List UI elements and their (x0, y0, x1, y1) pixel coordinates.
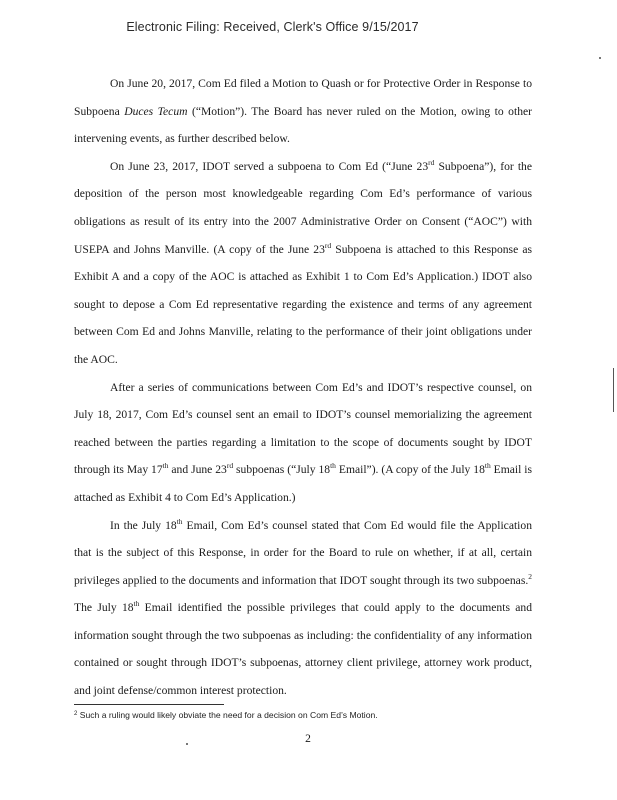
footnote-divider (74, 704, 224, 705)
paragraph-motion-to-quash: On June 20, 2017, Com Ed filed a Motion to Quash or for Protective Order in Response to Subpoena Duces Tecum (“Motion”). The Board has never ruled on the Motion, owing to other intervening events, as further described below. (74, 77, 532, 146)
paragraph-july-18-email: After a series of communications between Com Ed’s and IDOT’s respective counsel, on July 18, 2017, Com Ed’s counsel sent an email to IDOT’s counsel memorializing the agreement reached between the parties regarding a limitation to the scope of documents sought by IDOT through its May 17th and June 23rd subpoenas (“July 18th Email”). (A copy of the July 18th Email is attached as Exhibit 4 to Com Ed’s Application.) (74, 380, 532, 504)
footnote (74, 710, 534, 720)
paragraph-june-23-subpoena: On June 23, 2017, IDOT served a subpoena to Com Ed (“June 23rd Subpoena”), for the deposition of the person most knowledgeable regarding Com Ed’s performance of various obligations as result of its entry into the 2007 Administrative Order on Consent (“AOC”) with USEPA and Johns Manville. (A copy of the June 23rd Subpoena is attached to this Response as Exhibit A and a copy of the AOC is attached as Exhibit 1 to Com Ed’s Application.) IDOT also sought to depose a Com Ed representative regarding the existence and terms of any agreement between Com Ed and Johns Manville, relating to the performance of their joint obligations under the AOC. (74, 157, 533, 366)
paragraph-privileges: In the July 18th Email, Com Ed’s counsel stated that Com Ed would file the Application that is the subject of this Response, in order for the Board to rule on whether, if at all, certain privileges applied to the documents and information that IDOT sought through its two subpoenas.$^2$ The July 18th Email identified the possible privileges that could apply to the documents and information sought through the two subpoenas as including: the confidentiality of any information contained or sought through IDOT’s subpoenas, attorney client privilege, attorney work product, and joint defense/common interest protection. (74, 516, 532, 698)
footnote-number: 2 (74, 711, 78, 717)
scan-speck (186, 743, 188, 745)
filing-stamp-header: Electronic Filing: Received, Clerk's Office 9/15/2017 (126, 20, 419, 34)
scan-edge-mark (613, 368, 614, 412)
footnote-text: Such a ruling would likely obviate the need for a decision on Com Ed’s Motion. (77, 710, 378, 720)
page-number: 2 (305, 733, 311, 745)
scan-speck (599, 57, 601, 59)
footnote-reference: 2 (528, 571, 532, 581)
document-body (74, 70, 532, 705)
